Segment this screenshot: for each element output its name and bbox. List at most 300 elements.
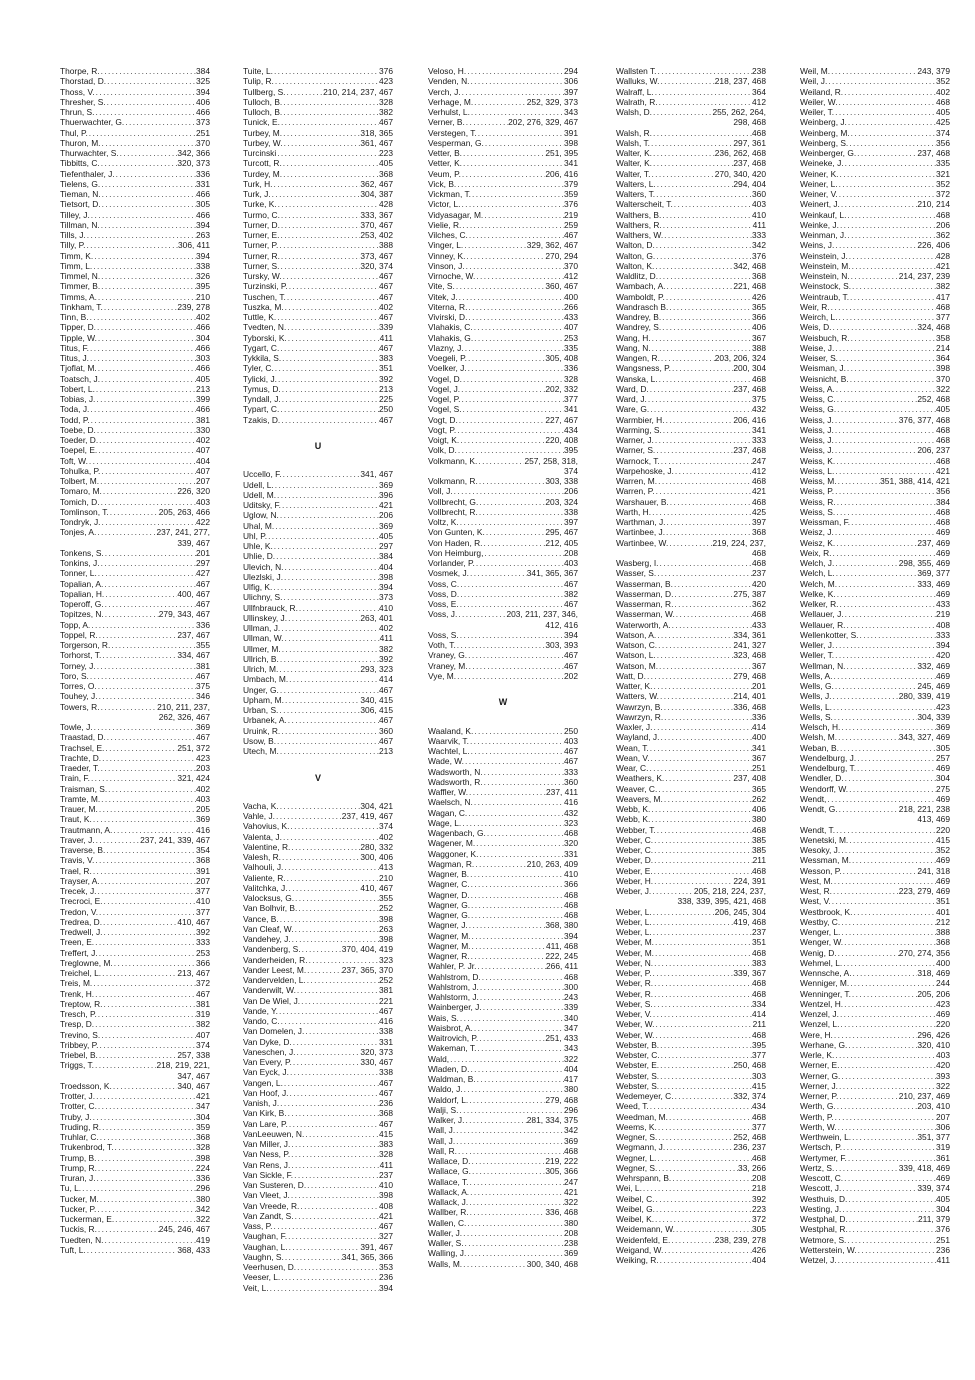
entry-pages: 369	[564, 1248, 578, 1259]
entry-name: Vangen, L.	[243, 1077, 283, 1088]
entry-name: Wasserman, D.	[616, 588, 674, 599]
entry-pages: 202, 276, 329, 467	[508, 117, 578, 128]
index-entry	[616, 76, 766, 86]
index-entry	[800, 876, 950, 886]
entry-name: Weisman, J.	[800, 363, 846, 374]
dot-leader	[89, 312, 196, 322]
dot-leader	[102, 486, 178, 496]
entry-name: Traastad, D.	[60, 732, 106, 743]
index-entry	[616, 189, 766, 199]
entry-name: Turcinski	[243, 148, 277, 158]
dot-leader	[651, 507, 752, 517]
index-entry	[800, 271, 950, 281]
dot-leader	[93, 251, 196, 261]
dot-leader	[841, 1183, 917, 1193]
index-entry	[60, 138, 210, 148]
index-entry	[243, 644, 393, 654]
entry-pages: 279, 468	[733, 670, 766, 681]
dot-leader	[92, 866, 196, 876]
dot-leader	[654, 1019, 752, 1029]
entry-name: Weissman, F.	[800, 517, 851, 527]
entry-name: Vollbrecht, G.	[428, 496, 479, 507]
entry-name: Truby, J.	[60, 1111, 92, 1122]
dot-leader	[103, 896, 197, 906]
dot-leader	[296, 985, 379, 995]
index-entry	[60, 486, 210, 496]
entry-pages: 336	[564, 363, 578, 374]
index-entry	[428, 251, 578, 261]
index-entry	[60, 415, 210, 425]
dot-leader	[282, 271, 379, 281]
dot-leader	[104, 599, 196, 609]
index-entry	[428, 240, 578, 250]
index-entry	[243, 374, 393, 384]
entry-pages: 426	[752, 291, 766, 302]
entry-pages: 404	[379, 561, 393, 572]
entry-name: Tietsort, D.	[60, 199, 101, 210]
entry-name: Torgerson, R.	[60, 640, 111, 650]
dot-leader	[282, 128, 360, 138]
index-entry	[800, 1050, 950, 1060]
entry-name: Weinberg, J.	[800, 117, 847, 128]
index-entry	[60, 1081, 210, 1091]
entry-pages: 382	[379, 107, 393, 117]
entry-pages: 297	[196, 558, 210, 568]
index-entry	[428, 384, 578, 394]
index-entry	[800, 794, 950, 804]
entry-pages: 361, 467	[360, 137, 393, 148]
index-entry	[60, 1204, 210, 1214]
entry-name: Topalian, A.	[60, 578, 104, 589]
dot-leader	[842, 1142, 936, 1152]
dot-leader	[462, 404, 564, 414]
dot-leader	[274, 480, 379, 490]
index-entry	[428, 671, 578, 681]
entry-name: Waldman, B.	[428, 1074, 476, 1084]
entry-pages: 330	[196, 424, 210, 435]
entry-pages: 368, 380	[545, 920, 578, 931]
index-column-1	[60, 66, 210, 1255]
dot-leader	[844, 158, 936, 168]
entry-name: Vinson, J.	[428, 260, 465, 271]
entry-name: Welke, K.	[800, 588, 836, 599]
dot-leader	[834, 343, 936, 353]
entry-name: Traverse, B.	[60, 845, 106, 855]
dot-leader	[671, 1173, 752, 1183]
index-entry	[800, 476, 950, 486]
entry-name: Watson, M.	[616, 660, 659, 671]
index-entry	[800, 189, 950, 199]
entry-name: Turk, J.	[243, 189, 271, 199]
dot-leader	[477, 128, 564, 138]
entry-name: Ulevich, N.	[243, 561, 284, 572]
dot-leader	[98, 907, 196, 917]
dot-leader	[93, 722, 196, 732]
dot-leader	[654, 948, 752, 958]
entry-name: Welsh, M.	[800, 732, 838, 743]
entry-name: Traisman, S.	[60, 783, 108, 794]
entry-name: Udell, M.	[243, 489, 277, 500]
dot-leader	[665, 527, 752, 537]
dot-leader	[98, 435, 196, 445]
entry-pages: 394	[936, 640, 950, 650]
entry-pages: 341	[752, 424, 766, 435]
entry-pages-continued: 262, 326, 467	[158, 711, 210, 722]
index-entry	[60, 507, 210, 517]
index-entry	[60, 97, 210, 107]
entry-name: Warner, S.	[616, 445, 656, 456]
entry-pages: 468	[752, 373, 766, 384]
index-entry	[428, 1207, 578, 1217]
dot-leader	[275, 551, 379, 561]
dot-leader	[473, 322, 564, 332]
dot-leader	[469, 568, 527, 578]
entry-pages: 468	[752, 127, 766, 138]
entry-name: Vollbrecht, R.	[428, 506, 478, 517]
entry-pages: 405	[936, 107, 950, 117]
entry-pages: 398	[936, 363, 950, 374]
dot-leader	[97, 292, 196, 302]
dot-leader	[292, 1057, 361, 1067]
index-entry	[428, 992, 578, 1002]
index-entry	[243, 169, 393, 179]
dot-leader	[837, 1122, 936, 1132]
index-entry	[60, 107, 210, 117]
dot-leader	[837, 948, 899, 958]
index-entry	[243, 654, 393, 664]
index-entry	[428, 179, 578, 189]
dot-leader	[96, 425, 196, 435]
entry-name: Venden, N.	[428, 76, 470, 87]
entry-name: Walton, G.	[616, 250, 656, 261]
entry-pages: 250	[564, 725, 578, 736]
dot-leader	[280, 415, 379, 425]
index-entry	[428, 910, 578, 920]
dot-leader	[469, 1064, 564, 1074]
dot-leader	[848, 138, 936, 148]
dot-leader	[671, 363, 733, 373]
dot-leader	[834, 1163, 898, 1173]
entry-pages: 339, 374	[917, 1183, 950, 1194]
dot-leader	[834, 1112, 936, 1122]
entry-name: Weber, S.	[616, 998, 653, 1009]
dot-leader	[90, 773, 177, 783]
index-entry	[60, 548, 210, 558]
index-entry	[60, 353, 210, 363]
index-entry	[428, 1166, 578, 1176]
index-entry	[616, 773, 766, 783]
dot-leader	[837, 732, 899, 742]
entry-pages: 405	[379, 530, 393, 541]
index-entry	[616, 886, 766, 896]
entry-pages: 372	[752, 1214, 766, 1224]
entry-pages: 468	[752, 865, 766, 876]
entry-name: Walter, T.	[616, 168, 651, 179]
dot-leader	[464, 1115, 526, 1125]
index-entry	[428, 476, 578, 486]
entry-name: Ullinskey, J.	[243, 612, 288, 623]
dot-leader	[485, 527, 546, 537]
index-entry	[616, 210, 766, 220]
entry-pages: 339, 367	[733, 968, 766, 978]
entry-pages: 377	[564, 394, 578, 404]
dot-leader	[660, 353, 715, 363]
entry-name: Warren, M.	[616, 476, 658, 486]
entry-name: Ullfnbrauck, R.	[243, 602, 298, 613]
index-entry	[60, 743, 210, 753]
entry-name: Wells, A.	[800, 670, 833, 681]
entry-pages: 250	[379, 404, 393, 415]
index-entry	[60, 579, 210, 589]
dot-leader	[473, 97, 527, 107]
entry-name: Wasberg, I.	[616, 558, 659, 568]
dot-leader	[847, 1153, 936, 1163]
entry-pages: 376	[564, 199, 578, 210]
entry-pages: 398	[379, 913, 393, 924]
dot-leader	[467, 353, 545, 363]
index-entry	[428, 589, 578, 599]
dot-leader	[276, 490, 379, 500]
index-entry	[243, 934, 393, 944]
index-entry	[60, 210, 210, 220]
index-entry	[243, 531, 393, 541]
dot-leader	[89, 671, 196, 681]
entry-name: Uccello, F.	[243, 469, 282, 480]
entry-name: Walji, S.	[428, 1104, 459, 1115]
entry-pages: 419	[196, 1234, 210, 1245]
entry-name: Tieman, N.	[60, 189, 101, 199]
index-entry	[616, 66, 766, 76]
dot-leader	[657, 1132, 733, 1142]
entry-name: Tonjes, A.	[60, 527, 97, 538]
entry-pages: 201	[196, 547, 210, 558]
entry-name: Wenniger, M.	[800, 978, 850, 989]
index-entry	[243, 1231, 393, 1241]
entry-name: Wellman, N.	[800, 660, 846, 671]
dot-leader	[656, 1153, 752, 1163]
entry-name: Weiss, S.	[800, 506, 836, 517]
entry-pages: 468	[936, 96, 950, 107]
entry-name: Walraff, L.	[616, 86, 654, 97]
entry-pages: 320, 410	[917, 1039, 950, 1050]
entry-name: Veloso, H.	[428, 66, 467, 76]
entry-name: Van Cleaf, W.	[243, 923, 294, 934]
entry-pages: 294, 404	[733, 178, 766, 189]
entry-pages: 359	[564, 189, 578, 199]
dot-leader	[831, 896, 936, 906]
entry-pages: 467	[379, 342, 393, 353]
dot-leader	[287, 613, 360, 623]
entry-name: Weis, D.	[800, 322, 832, 333]
dot-leader	[850, 517, 936, 527]
entry-name: Warnock, T.	[616, 455, 660, 466]
index-entry	[428, 343, 578, 353]
index-entry	[60, 128, 210, 138]
entry-name: West, R.	[800, 886, 832, 896]
index-entry	[60, 343, 210, 353]
entry-pages: 341, 467	[360, 469, 393, 480]
index-entry	[800, 763, 950, 773]
dot-leader	[99, 1194, 196, 1204]
entry-pages: 360	[564, 776, 578, 787]
entry-name: Van De Wiel, J.	[243, 995, 301, 1006]
dot-leader	[830, 302, 936, 312]
entry-pages-continued: 412, 416	[545, 619, 578, 630]
entry-name: Turcott, R.	[243, 158, 282, 169]
entry-name: Wegner, S.	[616, 1132, 658, 1142]
entry-pages: 245, 246, 467	[158, 1224, 210, 1235]
entry-name: Welch, J.	[800, 558, 835, 568]
index-entry	[800, 466, 950, 476]
entry-name: Van Bolhvir, B.	[243, 903, 298, 914]
entry-name: Vanish, J.	[243, 1098, 280, 1108]
entry-pages: 210, 214, 237, 467	[323, 86, 393, 97]
dot-leader	[99, 1132, 196, 1142]
entry-name: Volkmann, K.	[428, 455, 478, 466]
dot-leader	[86, 230, 196, 240]
entry-pages: 328	[379, 96, 393, 107]
index-entry	[60, 292, 210, 302]
entry-name: Vivirski, D.	[428, 312, 468, 322]
dot-leader	[86, 1245, 178, 1255]
entry-name: Towers, R.	[60, 701, 100, 712]
entry-pages: 370	[936, 373, 950, 384]
entry-pages: 328	[564, 373, 578, 384]
index-entry	[60, 158, 210, 168]
dot-leader	[652, 681, 752, 691]
index-entry	[616, 302, 766, 312]
index-entry	[60, 804, 210, 814]
dot-leader	[459, 589, 564, 599]
index-entry	[428, 363, 578, 373]
entry-pages: 352	[936, 178, 950, 189]
dot-leader	[657, 66, 753, 76]
entry-name: Weisnicht, B.	[800, 373, 849, 384]
entry-pages: 223	[752, 1203, 766, 1214]
index-entry	[60, 517, 210, 527]
dot-leader	[99, 476, 196, 486]
entry-name: Weber, C.	[616, 845, 654, 855]
dot-leader	[842, 958, 936, 968]
entry-name: Valiente, R.	[243, 872, 286, 883]
index-entry	[243, 363, 393, 373]
entry-pages: 360	[379, 725, 393, 736]
dot-leader	[90, 620, 196, 630]
index-entry	[616, 691, 766, 701]
dot-leader	[654, 1214, 752, 1224]
dot-leader	[104, 609, 159, 619]
dot-leader	[664, 773, 733, 783]
index-entry	[800, 66, 950, 76]
dot-leader	[650, 169, 714, 179]
index-entry	[60, 876, 210, 886]
dot-leader	[849, 978, 936, 988]
entry-pages: 468	[564, 910, 578, 920]
index-entry	[800, 866, 950, 876]
entry-name: Trump, B.	[60, 1152, 97, 1163]
entry-pages: 466	[196, 209, 210, 220]
dot-leader	[456, 640, 546, 650]
dot-leader	[651, 343, 752, 353]
entry-name: Warpehoske, J.	[616, 465, 674, 476]
entry-name: Wenzel, L.	[800, 1019, 840, 1030]
entry-name: Warren, P.	[616, 486, 655, 497]
entry-name: Train, F.	[60, 773, 90, 784]
index-entry	[800, 128, 950, 138]
dot-leader	[106, 732, 196, 742]
entry-name: Weiler, W.	[800, 96, 838, 107]
index-entry	[616, 804, 766, 814]
index-entry	[243, 333, 393, 343]
dot-leader	[660, 456, 752, 466]
dot-leader	[840, 917, 936, 927]
index-entry	[60, 87, 210, 97]
entry-name: Tjoflat, M.	[60, 363, 97, 374]
index-entry	[60, 753, 210, 763]
index-entry	[243, 138, 393, 148]
index-entry	[800, 1163, 950, 1173]
dot-leader	[659, 1255, 752, 1265]
index-entry	[243, 582, 393, 592]
entry-pages: 379	[564, 178, 578, 189]
entry-name: Walter, K.	[616, 148, 652, 158]
entry-name: Van Rens, J.	[243, 1159, 291, 1170]
dot-leader	[834, 1050, 936, 1060]
entry-pages: 306, 411	[178, 240, 210, 251]
dot-leader	[290, 1190, 379, 1200]
entry-pages: 213	[379, 383, 393, 394]
dot-leader	[279, 1098, 379, 1108]
entry-name: Toro, S.	[60, 670, 89, 681]
dot-leader	[290, 1139, 379, 1149]
index-entry	[616, 312, 766, 322]
entry-name: Weinert, J.	[800, 199, 840, 210]
entry-pages: 333	[564, 766, 578, 777]
entry-name: Wagner, C.	[428, 879, 470, 890]
entry-name: Valentine, R.	[243, 841, 291, 852]
entry-name: Weineke, J.	[800, 158, 844, 169]
entry-name: Vaughn, S.	[243, 1251, 284, 1262]
entry-pages: 394	[196, 86, 210, 97]
index-entry	[616, 107, 766, 117]
entry-pages: 383	[379, 353, 393, 363]
entry-pages: 211, 379	[918, 1214, 950, 1224]
index-entry	[428, 931, 578, 941]
entry-pages: 206, 245, 304	[714, 906, 766, 917]
entry-pages: 221, 468	[733, 281, 766, 292]
entry-pages: 252, 468	[733, 1132, 766, 1142]
entry-pages: 237, 241, 339, 467	[140, 834, 210, 845]
entry-pages: 374	[196, 1039, 210, 1050]
index-entry	[243, 541, 393, 551]
index-entry	[428, 982, 578, 992]
dot-leader	[462, 1228, 564, 1238]
entry-pages: 466	[196, 363, 210, 374]
entry-pages: 372	[196, 978, 210, 989]
spacer	[243, 425, 393, 435]
dot-leader	[278, 705, 360, 715]
entry-name: Tillman, N.	[60, 219, 100, 230]
dot-leader	[469, 1207, 546, 1217]
index-entry	[616, 1060, 766, 1070]
dot-leader	[839, 1009, 936, 1019]
entry-name: Wegner, S.	[616, 1162, 658, 1173]
entry-name: Wendler, D.	[800, 773, 844, 784]
entry-name: Warth, H.	[616, 506, 652, 517]
dot-leader	[668, 538, 712, 548]
index-entry	[800, 568, 950, 578]
index-entry	[616, 1009, 766, 1019]
